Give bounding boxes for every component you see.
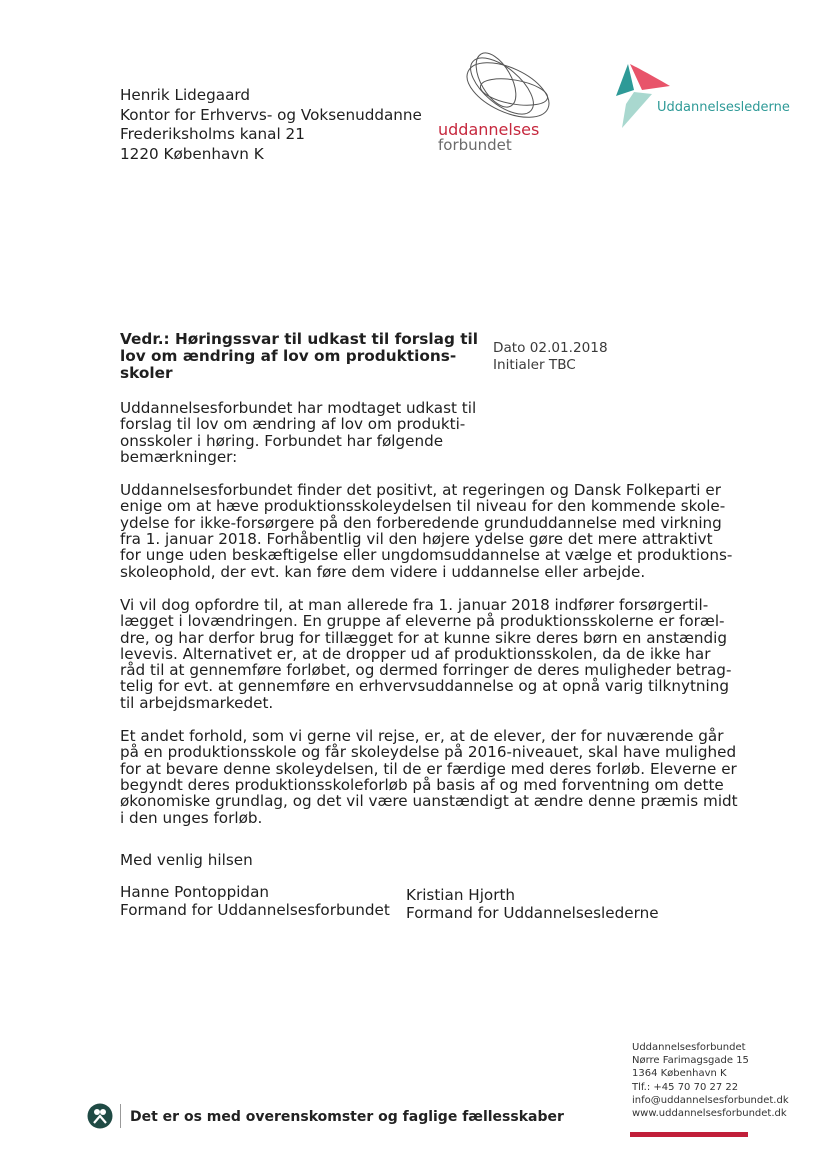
- body-line: i den unges forløb.: [120, 808, 263, 827]
- contact-line: Tlf.: +45 70 70 27 22: [632, 1081, 739, 1093]
- uddannelseslederne-logo: [612, 60, 812, 130]
- recipient-address: [120, 86, 422, 164]
- body-line: for at bevare denne skoleydelsen, til de er færdige med deres forløb. Eleverne er: [120, 759, 737, 778]
- swirl-logo-icon: [456, 52, 556, 124]
- body-line: på en produktionsskole og får skoleydelse på 2016-niveauet, skal have mulighed: [120, 743, 737, 762]
- logo-text-uddannelseslederne: Uddannelseslederne: [657, 100, 790, 115]
- leaf-logo-icon: [612, 60, 672, 130]
- signer-name: Kristian Hjorth: [406, 886, 516, 904]
- contact-email[interactable]: info@uddannelsesforbundet.dk: [632, 1094, 789, 1106]
- body-line: Uddannelsesforbundet finder det positivt, at regeringen og Dansk Folkeparti er: [120, 481, 721, 500]
- body-line: enige om at hæve produktionsskoleydelsen til niveau for den kommende skole-: [120, 497, 726, 516]
- contact-line: 1364 København K: [632, 1068, 727, 1080]
- subject-heading: [120, 331, 478, 382]
- recipient-line: Henrik Lidegaard: [120, 86, 251, 104]
- recipient-line: Kontor for Erhvervs- og Voksenuddanne: [120, 105, 422, 124]
- union-logo-icon: [87, 1103, 113, 1129]
- body-line: Uddannelsesforbundet har modtaget udkast til: [120, 399, 477, 417]
- body-line: Et andet forhold, som vi gerne vil rejse, er, at de elever, der for nuværende går: [120, 727, 724, 746]
- subject-line: lov om ændring af lov om produktions-: [120, 347, 457, 365]
- body-line: for unge uden beskæftigelse eller ungdomsuddannelse at vælge et produktions-: [120, 546, 733, 565]
- footer-tagline: Det er os med overenskomster og faglige fællesskaber: [130, 1109, 564, 1125]
- body-line: til arbejdsmarkedet.: [120, 693, 274, 712]
- body-line: Vi vil dog opfordre til, at man allerede fra 1. januar 2018 indfører forsørgertil-: [120, 595, 709, 614]
- body-line: råd til at gennemføre forløbet, og dermed forringer de deres muligheder betrag-: [120, 661, 732, 680]
- footer-divider: [120, 1104, 121, 1128]
- body-line: fra 1. januar 2018. Forhåbentlig vil den højere ydelse gøre det mere attraktivt: [120, 530, 713, 549]
- initials: Initialer TBC: [493, 357, 576, 373]
- paragraph: [120, 400, 760, 465]
- logo-text-forbundet: forbundet: [438, 136, 512, 154]
- recipient-line: Frederiksholms kanal 21: [120, 125, 305, 143]
- contact-website[interactable]: www.uddannelsesforbundet.dk: [632, 1108, 787, 1120]
- recipient-line: 1220 København K: [120, 144, 264, 163]
- body-line: økonomiske grundlag, og det vil være uanstændigt at ændre denne præmis midt: [120, 792, 738, 811]
- signature-right: [406, 886, 659, 922]
- body-line: ydelse for ikke-forsørgere på den forberedende grunduddannelse med virkning: [120, 513, 722, 532]
- body-line: lægget i lovændringen. En gruppe af eleverne på produktionsskolerne er foræl-: [120, 612, 725, 631]
- paragraph: [120, 728, 760, 826]
- closing: Med venlig hilsen: [120, 851, 253, 869]
- footer-accent-bar: [630, 1132, 748, 1137]
- body-line: telig for evt. at gennemføre en erhvervsuddannelse og at opnå varig tilknytning: [120, 677, 730, 696]
- body-line: levevis. Alternativet er, at de dropper ud af produktionsskolen, da de ikke har: [120, 644, 711, 663]
- subject-line: skoler: [120, 364, 173, 382]
- body-line: dre, og har derfor brug for tillægget for at kunne sikre deres børn en anstændig: [120, 628, 728, 647]
- contact-line: Uddannelsesforbundet: [632, 1042, 746, 1053]
- signer-title: Formand for Uddannelseslederne: [406, 904, 659, 922]
- subject-line: Vedr.: Høringssvar til udkast til forslag til: [120, 330, 479, 348]
- signature-left: [120, 883, 390, 919]
- date: Dato 02.01.2018: [493, 340, 608, 356]
- body-line: bemærkninger:: [120, 447, 238, 466]
- body-line: skoleophold, der evt. kan føre dem videre i uddannelse eller arbejde.: [120, 562, 646, 581]
- signer-title: Formand for Uddannelsesforbundet: [120, 901, 390, 919]
- body-line: begyndt deres produktionsskoleforløb på basis af og med forventning om dette: [120, 775, 724, 794]
- logo-text-uddannelses: uddannelses: [438, 120, 540, 139]
- body-line: forslag til lov om ændring af lov om produkti-: [120, 415, 466, 434]
- contact-line: Nørre Farimagsgade 15: [632, 1055, 749, 1067]
- uddannelsesforbundet-logo: [432, 52, 572, 157]
- paragraph: [120, 597, 760, 711]
- contact-block: [632, 1041, 789, 1120]
- paragraph: [120, 482, 760, 580]
- body-line: onsskoler i høring. Forbundet har følgende: [120, 431, 444, 450]
- signer-name: Hanne Pontoppidan: [120, 883, 270, 901]
- letter-body: [120, 400, 760, 843]
- letter-meta: [493, 340, 608, 374]
